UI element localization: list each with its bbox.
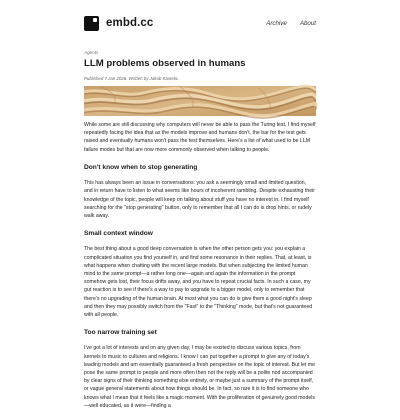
section-heading: Too narrow training set [84,329,157,337]
site-brand[interactable] [84,16,153,31]
section-heading: Don't know when to stop generating [84,163,198,171]
site-header [84,14,316,32]
article-byline: Published 7 Jan 2026. Written by Jakob Kastelic. [84,76,180,82]
nav-link-about[interactable]: About [299,19,316,27]
site-nav [266,20,316,27]
article-title: LLM problems observed in humans [84,58,246,69]
site-name[interactable]: embd.cc [106,17,154,29]
section-heading: Small context window [84,230,153,238]
article [84,50,316,420]
article-category[interactable]: Agents [84,50,99,55]
section-body: I've got a lot of interests and on any given day, I may be excited to discuss various topics, from kernels to music to cultures and religions. I know I can put together a prompt to give any of today's leading models and am essentially guaranteed a fresh perspective on the topic of interest. But let me pose the same prompt to people and more often then not the reply will be a polite nod accompanied by clear signs of their thinking something else entirely, or maybe just a summary of the prompt itself, or vague general statements about how things should be. In fact, so rare it is to find someone who knows what I mean that it feels like a magic moment. With the proliferation of genuinely good models—well educated, as it were—finding a [84,345,315,409]
section-body: The best thing about a good deep conversation is when the other person gets you: you explain a complicated situation you find yourself in, and find some resonance in their replies. That, at least, is what happens when chatting with the recent large models. But when subjecting the limited human mind to the same prompt—a rather long one—again and again the information in the prompt somehow gets lost, their focus drifts away, and you have to repeat crucial facts. In such a case, my gut reaction is to see if there's a way to pay to upgrade to a bigger model, only to remember that there's no upgrading of the human brain. At most what you can do is give them a good night's sleep and then they may possibly switch from the "Fast" to the "Thinking" mode, but that's not guaranteed with all people. [84,246,313,318]
hero-image [84,86,316,116]
nav-link-archive[interactable]: Archive [266,19,287,27]
article-intro: While some are still discussing why computers will never be able to pass the Turing test, I find myself repeatedly facing the idea that as the models improve and humans don't, the bar for the test gets raised and eventually humans won't pass the test themselves. Here's a list of what used to be LLM failure modes but that are now more commonly observed when talking to people. [84,122,316,153]
section-body: This has always been an issue in conversations: you ask a seemingly small and limited question, and in return have to listen to what seems like hours of incoherent rambling. Despite exhausting their knowledge of the topic, people will keep on talking about stuff you have no interest in. I find myself searching for the "stop generating" button, only to remember that all I can do is drop hints, or rudely walk away. [84,180,315,219]
site-logo-icon [84,16,99,31]
